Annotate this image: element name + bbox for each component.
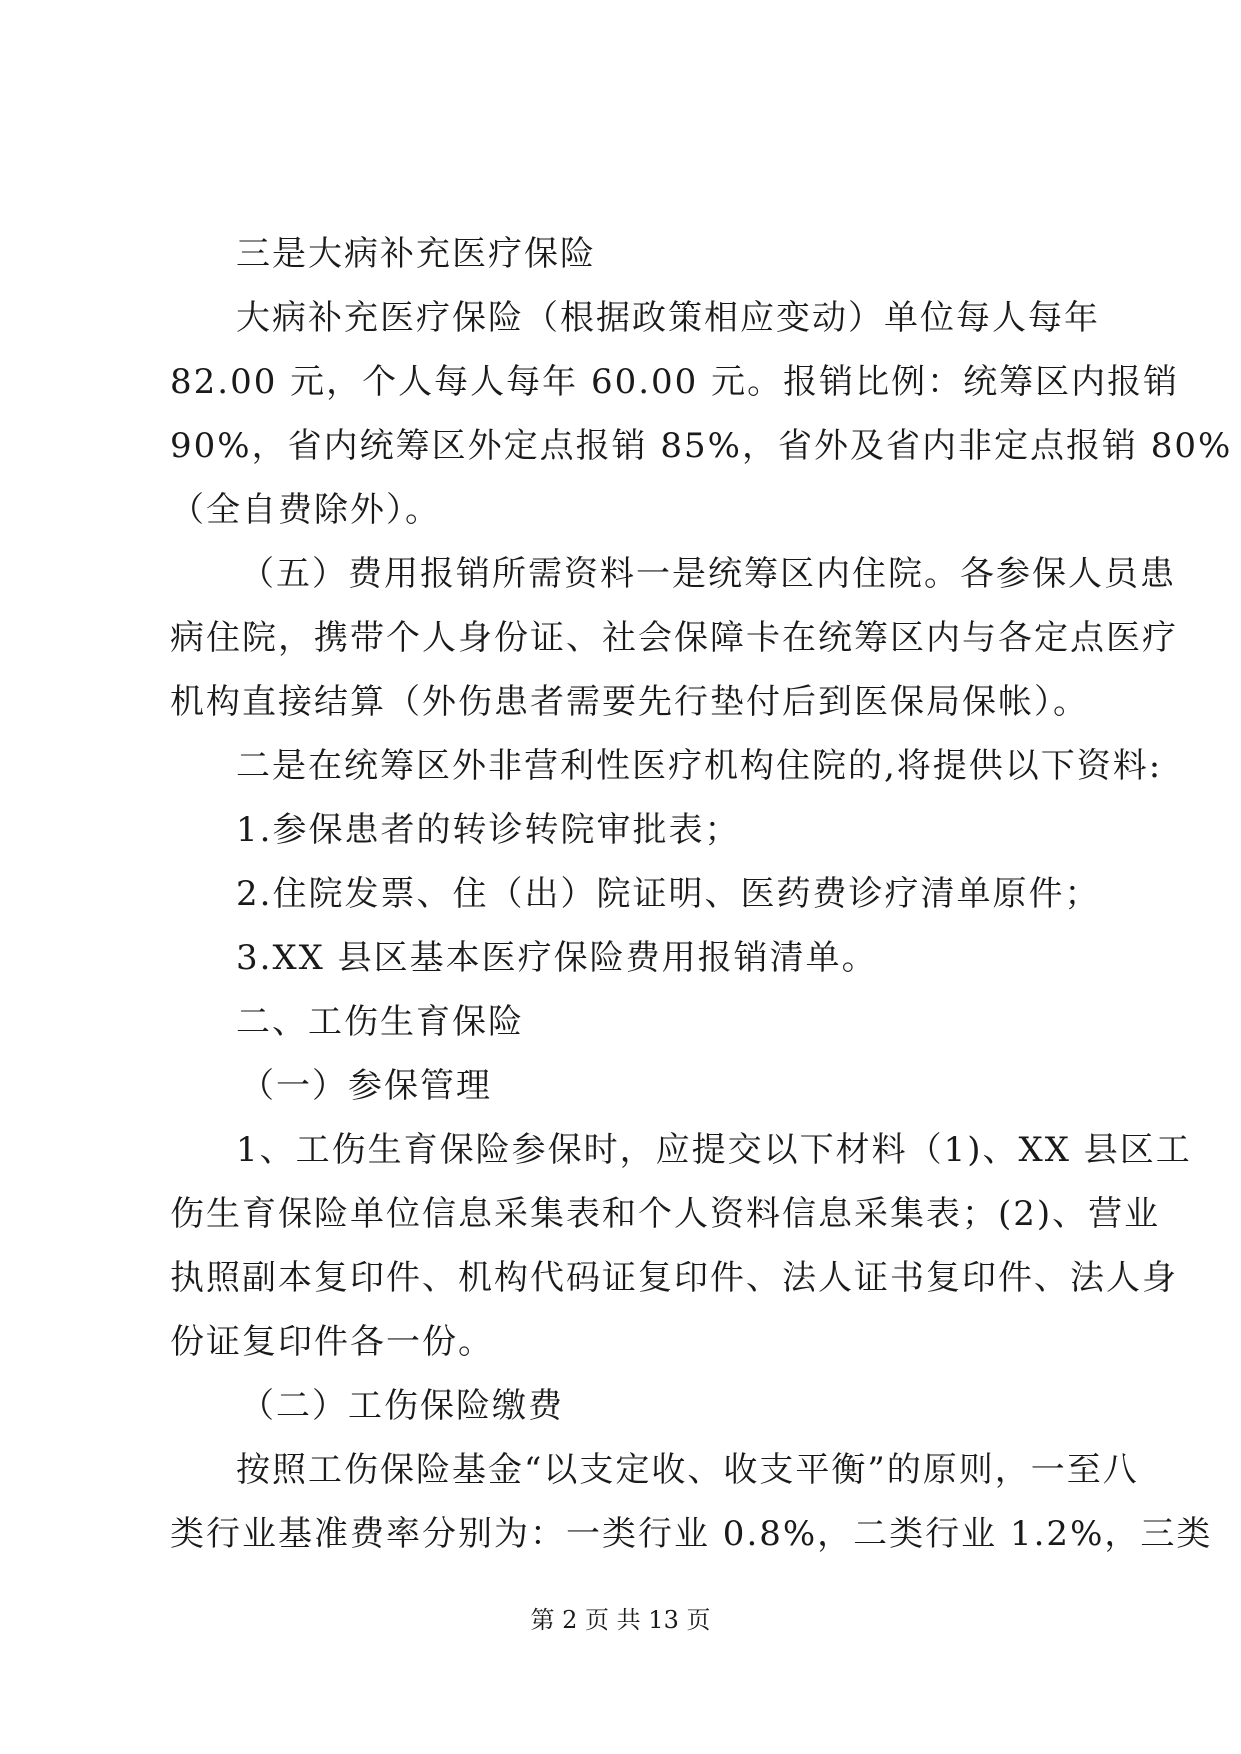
paragraph-line: 病住院，携带个人身份证、社会保障卡在统筹区内与各定点医疗 [170, 618, 1178, 658]
paragraph-line: 按照工伤保险基金“以支定收、收支平衡”的原则，一至八 [236, 1450, 1139, 1490]
paragraph-line: 机构直接结算（外伤患者需要先行垫付后到医保局保帐）。 [170, 682, 1089, 722]
paragraph-line: 大病补充医疗保险（根据政策相应变动）单位每人每年 [236, 298, 1100, 338]
paragraph-line: 90%，省内统筹区外定点报销 85%，省外及省内非定点报销 80% [170, 426, 1233, 466]
page-number-footer: 第 2 页 共 13 页 [530, 1606, 711, 1634]
section-heading: 二、工伤生育保险 [236, 1002, 524, 1042]
paragraph-line: 类行业基准费率分别为：一类行业 0.8%，二类行业 1.2%，三类 [170, 1514, 1213, 1554]
paragraph-line: 三是大病补充医疗保险 [236, 234, 596, 274]
paragraph-line: 二是在统筹区外非营利性医疗机构住院的,将提供以下资料: [236, 746, 1163, 786]
paragraph-line: 份证复印件各一份。 [170, 1322, 494, 1362]
subsection-heading: （一）参保管理 [240, 1066, 492, 1106]
paragraph-line: 1.参保患者的转诊转院审批表； [236, 810, 741, 850]
paragraph-line: 82.00 元，个人每人每年 60.00 元。报销比例：统筹区内报销 [170, 362, 1180, 402]
paragraph-line: 执照副本复印件、机构代码证复印件、法人证书复印件、法人身 [170, 1258, 1178, 1298]
paragraph-line: （五）费用报销所需资料一是统筹区内住院。各参保人员患 [240, 554, 1176, 594]
paragraph-line: （全自费除外）。 [170, 490, 441, 530]
paragraph-line: 2.住院发票、住（出）院证明、医药费诊疗清单原件； [236, 874, 1101, 914]
document-body [170, 222, 1233, 1566]
paragraph-line: 1、工伤生育保险参保时，应提交以下材料（1)、XX 县区工 [236, 1130, 1192, 1170]
paragraph-line: 伤生育保险单位信息采集表和个人资料信息采集表；(2)、营业 [170, 1194, 1161, 1234]
paragraph-line: 3.XX 县区基本医疗保险费用报销清单。 [236, 938, 878, 978]
subsection-heading: （二）工伤保险缴费 [240, 1386, 564, 1426]
